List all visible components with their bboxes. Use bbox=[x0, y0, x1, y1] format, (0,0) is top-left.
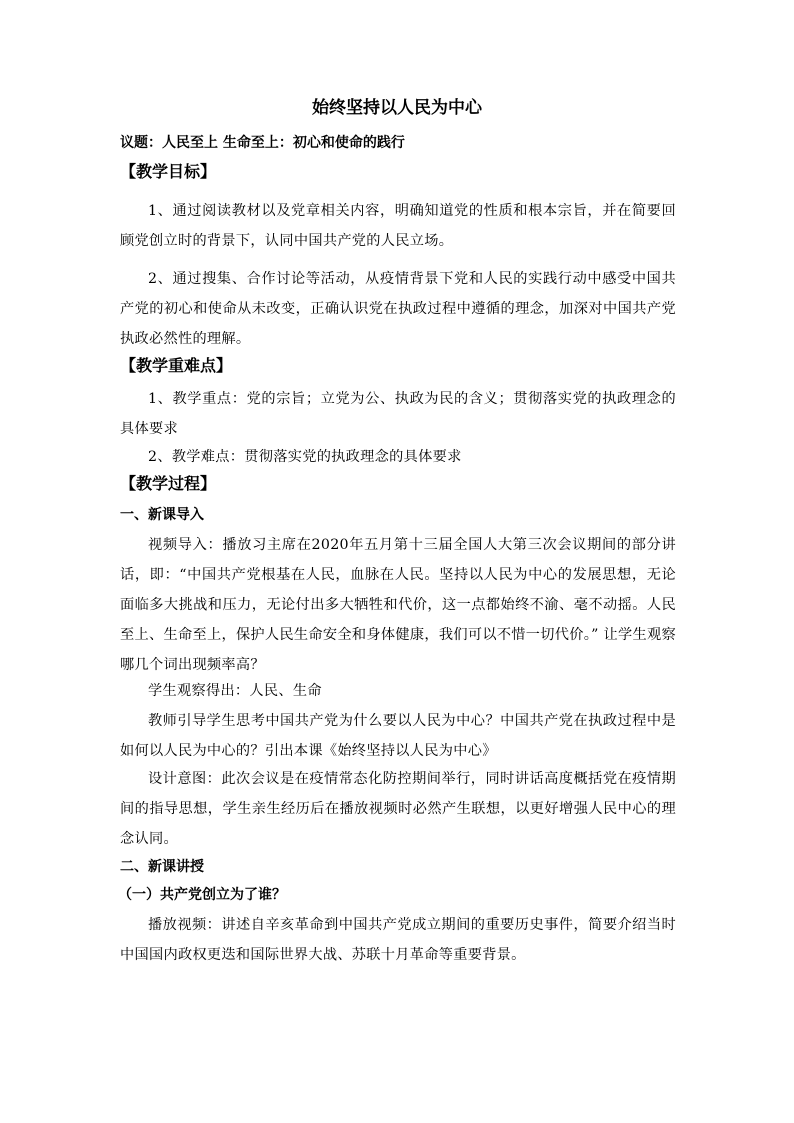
section-heading-goals: 【教学目标】 bbox=[120, 162, 217, 181]
lecture-paragraph-1: 播放视频：讲述自辛亥革命到中国共产党成立期间的重要历史事件，简要介绍当时中国国内政权更迭和国际世界大战、苏联十月革命等重要背景。 bbox=[120, 917, 676, 963]
section-heading-process: 【教学过程】 bbox=[120, 474, 217, 493]
goal-paragraph-1: 1、通过阅读教材以及党章相关内容，明确知道党的性质和根本宗旨，并在简要回顾党创立时的背景下，认同中国共产党的人民立场。 bbox=[120, 203, 676, 249]
key-point-paragraph-2: 2、教学难点：贯彻落实党的执政理念的具体要求 bbox=[148, 449, 462, 465]
key-point-paragraph-1: 1、教学重点：党的宗旨；立党为公、执政为民的含义；贯彻落实党的执政理念的具体要求 bbox=[120, 391, 676, 437]
process-part2-subheading-1: （一）共产党创立为了谁？ bbox=[118, 887, 286, 903]
section-heading-key-points: 【教学重难点】 bbox=[120, 356, 233, 375]
intro-paragraph-2: 学生观察得出：人民、生命 bbox=[148, 683, 322, 699]
intro-paragraph-3: 教师引导学生思考中国共产党为什么要以人民为中心？中国共产党在执政过程中是如何以人民为中心的？引出本课《始终坚持以人民为中心》 bbox=[120, 713, 676, 759]
document-title: 始终坚持以人民为中心 bbox=[312, 98, 482, 118]
goal-paragraph-2: 2、通过搜集、合作讨论等活动，从疫情背景下党和人民的实践行动中感受中国共产党的初心和使命从未改变，正确认识党在执政过程中遵循的理念，加深对中国共产党执政必然性的理解。 bbox=[120, 271, 676, 347]
process-part1-heading: 一、新课导入 bbox=[120, 507, 204, 523]
topic-line: 议题：人民至上 生命至上：初心和使命的践行 bbox=[120, 135, 405, 151]
intro-paragraph-1: 视频导入：播放习主席在2020年五月第十三届全国人大第三次会议期间的部分讲话，即：“中国共产党根基在人民，血脉在人民。坚持以人民为中心的发展思想，无论面临多大挑战和压力，无论付出多大牺牲和代价，这一点都始终不渝、毫不动摇。人民至上、生命至上，保护人民生命安全和身体健康，我们可以不惜一切代价。” 让学生观察哪几个词出现频率高？ bbox=[120, 537, 676, 673]
intro-paragraph-4: 设计意图：此次会议是在疫情常态化防控期间举行，同时讲话高度概括党在疫情期间的指导思想，学生亲生经历后在播放视频时必然产生联想，以更好增强人民中心的理念认同。 bbox=[120, 771, 676, 847]
process-part2-heading: 二、新课讲授 bbox=[120, 859, 204, 875]
